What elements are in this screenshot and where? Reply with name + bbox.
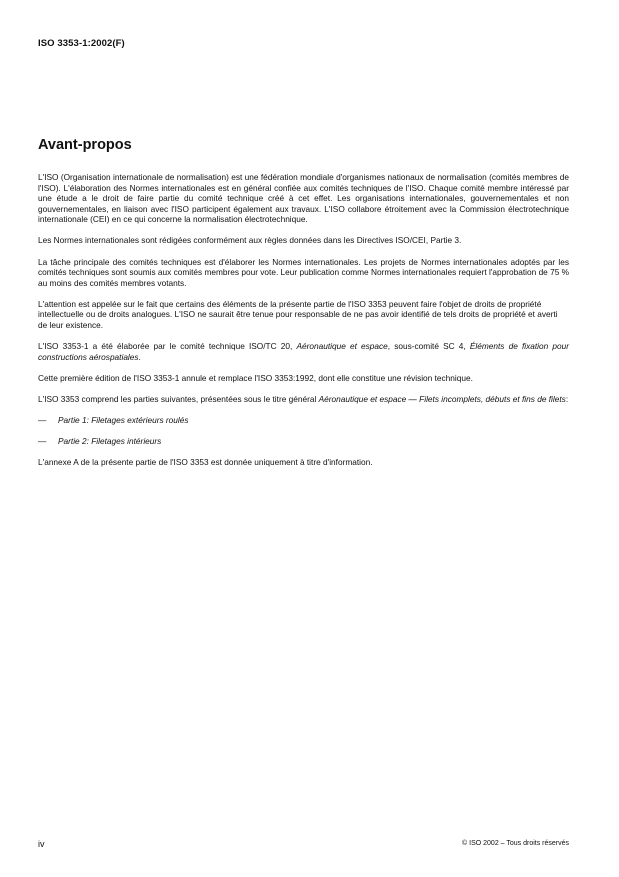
dash-bullet: —: [38, 436, 47, 447]
subcommittee-name: Éléments de fixation pour constructions aérospatiales: [38, 341, 569, 362]
general-title: Aéronautique et espace — Filets incomplets, débuts et fins de filets: [318, 393, 566, 404]
document-id: ISO 3353-1:2002(F): [38, 38, 125, 49]
page-number: iv: [38, 839, 45, 849]
parts-intro-text: L'ISO 3353 comprend les parties suivantes, présentées sous le titre général: [38, 393, 319, 404]
list-item: [38, 415, 569, 426]
prepared-by-end: .: [138, 351, 141, 362]
paragraph-iso-organisation: L'ISO (Organisation internationale de normalisation) est une fédération mondiale d'organismes nationaux de normalisation (comités membres de l'ISO). L'élaboration des Normes internationales est en général confiée aux comités techniques de l'ISO. Chaque comité membre intéressé par une étude a le droit de faire partie du comité technique créé à cet effet. Les organisations internationales, gouvernementales et non gouvernementales, en liaison avec l'ISO participent également aux travaux. L'ISO collabore étroitement avec la Commission électrotechnique internationale (CEI) en ce qui concerne la normalisation électrotechnique.: [38, 172, 569, 225]
foreword-body: [38, 172, 569, 478]
dash-bullet: —: [38, 415, 47, 425]
paragraph-edition: Cette première édition de l'ISO 3353-1 annule et remplace l'ISO 3353:1992, dont elle constitue une révision technique.: [38, 372, 473, 383]
part-2-label: Partie 2: Filetages intérieurs: [58, 436, 162, 447]
paragraph-committee-task: La tâche principale des comités techniques est d'élaborer les Normes internationales. Les projets de Normes internationales adoptés par les comités techniques sont soumis aux comités membres pour vote. Leur publication comme Normes internationales requiert l'approbation de 75 % au moins des comités membres votants.: [38, 256, 570, 288]
prepared-by-text: L'ISO 3353-1 a été élaborée par le comité technique ISO/TC 20,: [38, 341, 297, 352]
page-title: Avant-propos: [38, 137, 132, 153]
paragraph-prepared-by: [38, 341, 569, 362]
paragraph-parts-intro: [38, 394, 569, 405]
committee-name: Aéronautique et espace: [296, 341, 388, 352]
copyright-notice: © ISO 2002 – Tous droits réservés: [462, 840, 569, 847]
part-1-label: Partie 1: Filetages extérieurs roulés: [58, 415, 189, 425]
paragraph-drafting-rules: Les Normes internationales sont rédigées conformément aux règles données dans les Directives ISO/CEI, Partie 3.: [38, 235, 462, 246]
prepared-by-middle: , sous-comité SC 4,: [387, 341, 470, 352]
parts-intro-end: :: [565, 393, 569, 404]
list-item: [38, 436, 569, 447]
paragraph-patent-rights: L'attention est appelée sur le fait que certains des éléments de la présente partie de l'ISO 3353 peuvent faire l'objet de droits de propriété intellectuelle ou de droits analogues. L'ISO ne saurait être tenue pour responsable de ne pas avoir identifié de tels droits de propriété et averti de leur existence.: [38, 298, 558, 331]
paragraph-annex: L'annexe A de la présente partie de l'ISO 3353 est donnée uniquement à titre d'information.: [38, 457, 373, 468]
